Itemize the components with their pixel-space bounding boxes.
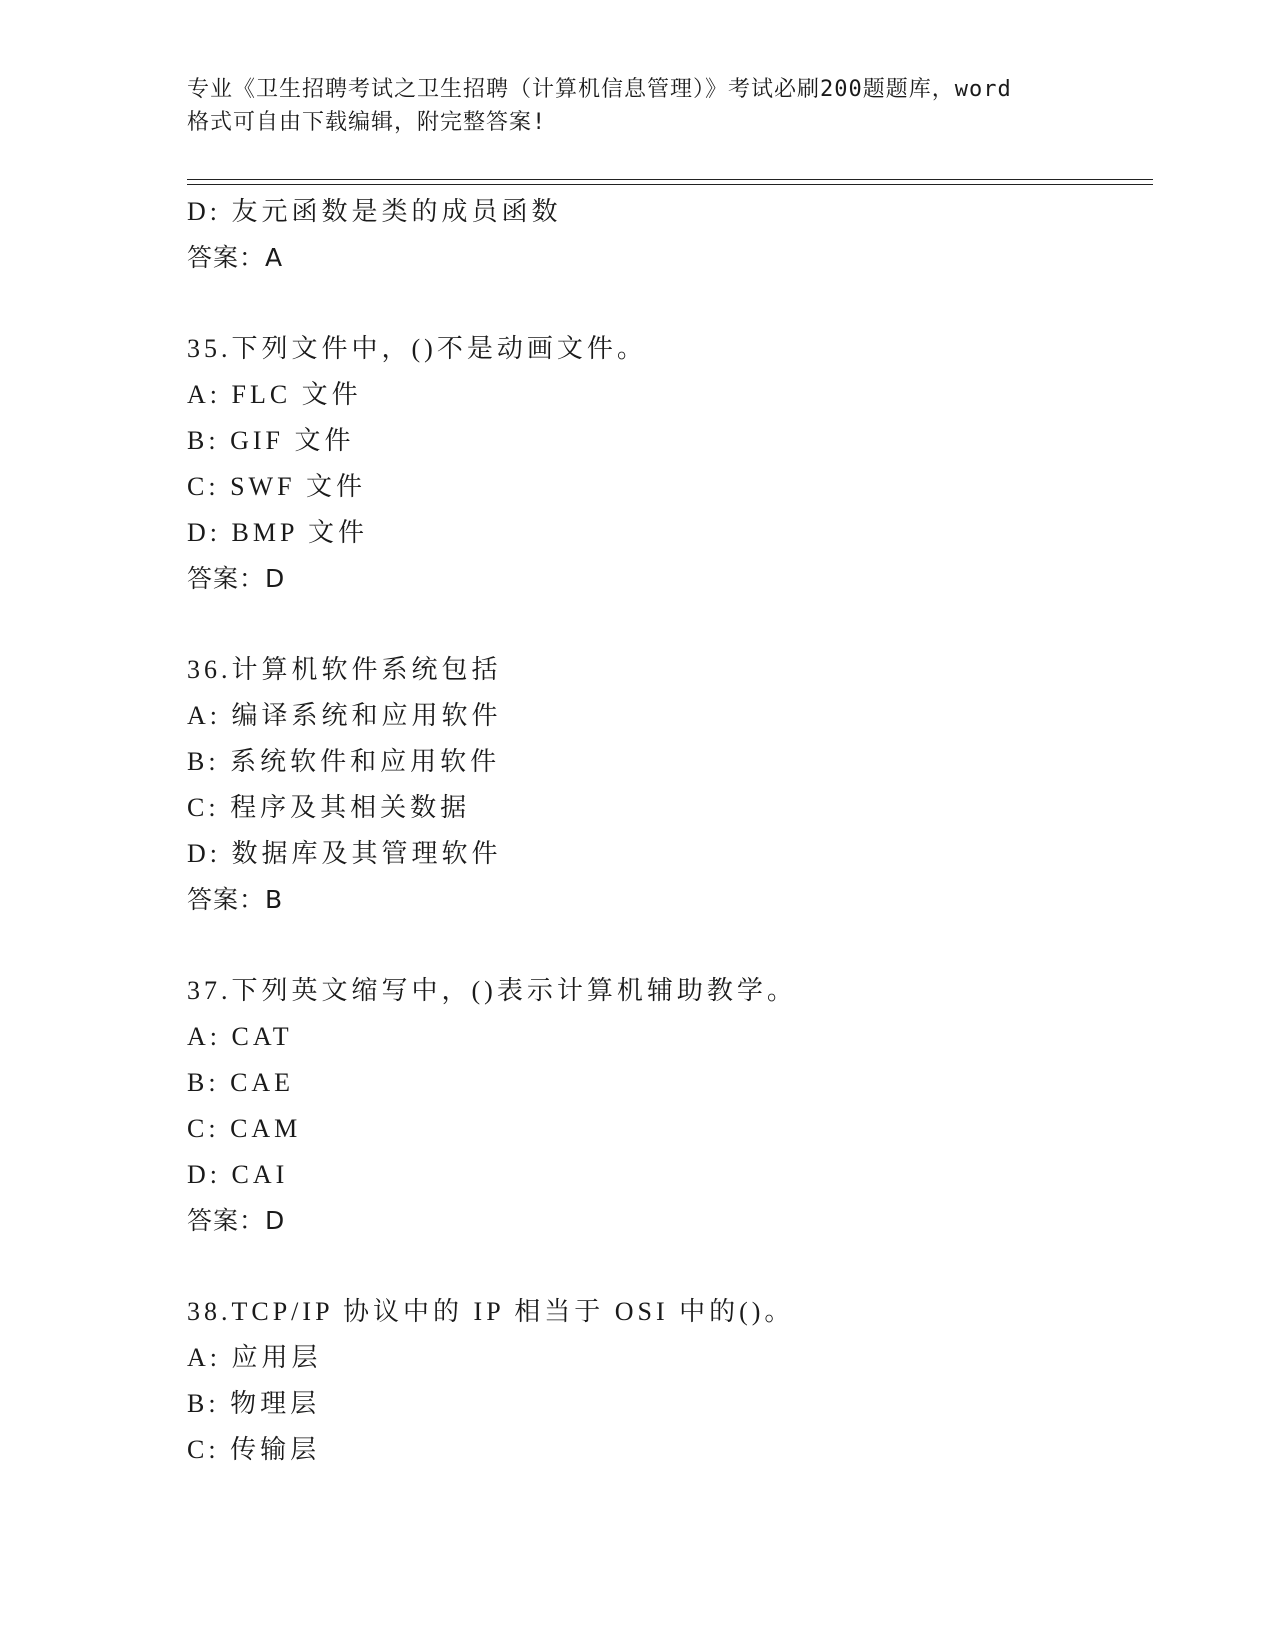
header-divider-bottom: [187, 184, 1153, 185]
question-37: [187, 968, 1147, 1244]
header-title-line-1: 专业《卫生招聘考试之卫生招聘（计算机信息管理）》考试必刷200题题库，word: [187, 77, 1012, 102]
question-35: [187, 326, 1147, 602]
answer-label: 答案：D: [187, 564, 286, 593]
option-a: A: 应用层: [187, 1343, 322, 1372]
question-stem: 37.下列英文缩写中，()表示计算机辅助教学。: [187, 976, 797, 1005]
spacer: [187, 602, 1147, 647]
option-d: D: 数据库及其管理软件: [187, 839, 502, 868]
option-d: D: BMP 文件: [187, 518, 368, 547]
question-38: [187, 1289, 1147, 1473]
answer-label: 答案：A: [187, 243, 284, 272]
previous-question-tail: [187, 189, 1147, 281]
option-c: C: 程序及其相关数据: [187, 793, 471, 822]
answer-label: 答案：D: [187, 1206, 286, 1235]
option-b: B: 物理层: [187, 1389, 321, 1418]
spacer: [187, 923, 1147, 968]
question-stem: 36.计算机软件系统包括: [187, 655, 502, 684]
option-c: C: CAM: [187, 1114, 302, 1143]
document-header: [187, 73, 1087, 139]
option-d: D: 友元函数是类的成员函数: [187, 197, 562, 226]
option-b: B: 系统软件和应用软件: [187, 747, 501, 776]
header-divider-top: [187, 179, 1153, 180]
option-b: B: CAE: [187, 1068, 295, 1097]
option-d: D: CAI: [187, 1160, 289, 1189]
option-a: A: FLC 文件: [187, 380, 362, 409]
question-36: [187, 647, 1147, 923]
option-a: A: 编译系统和应用软件: [187, 701, 502, 730]
option-c: C: SWF 文件: [187, 472, 367, 501]
option-b: B: GIF 文件: [187, 426, 355, 455]
spacer: [187, 1244, 1147, 1289]
option-c: C: 传输层: [187, 1435, 321, 1464]
question-stem: 35.下列文件中，()不是动画文件。: [187, 334, 647, 363]
spacer: [187, 281, 1147, 326]
option-a: A: CAT: [187, 1022, 293, 1051]
header-title-line-2: 格式可自由下载编辑，附完整答案!: [187, 110, 547, 135]
question-stem: 38.TCP/IP 协议中的 IP 相当于 OSI 中的()。: [187, 1297, 795, 1326]
answer-label: 答案：B: [187, 885, 284, 914]
question-list: [187, 189, 1147, 1473]
